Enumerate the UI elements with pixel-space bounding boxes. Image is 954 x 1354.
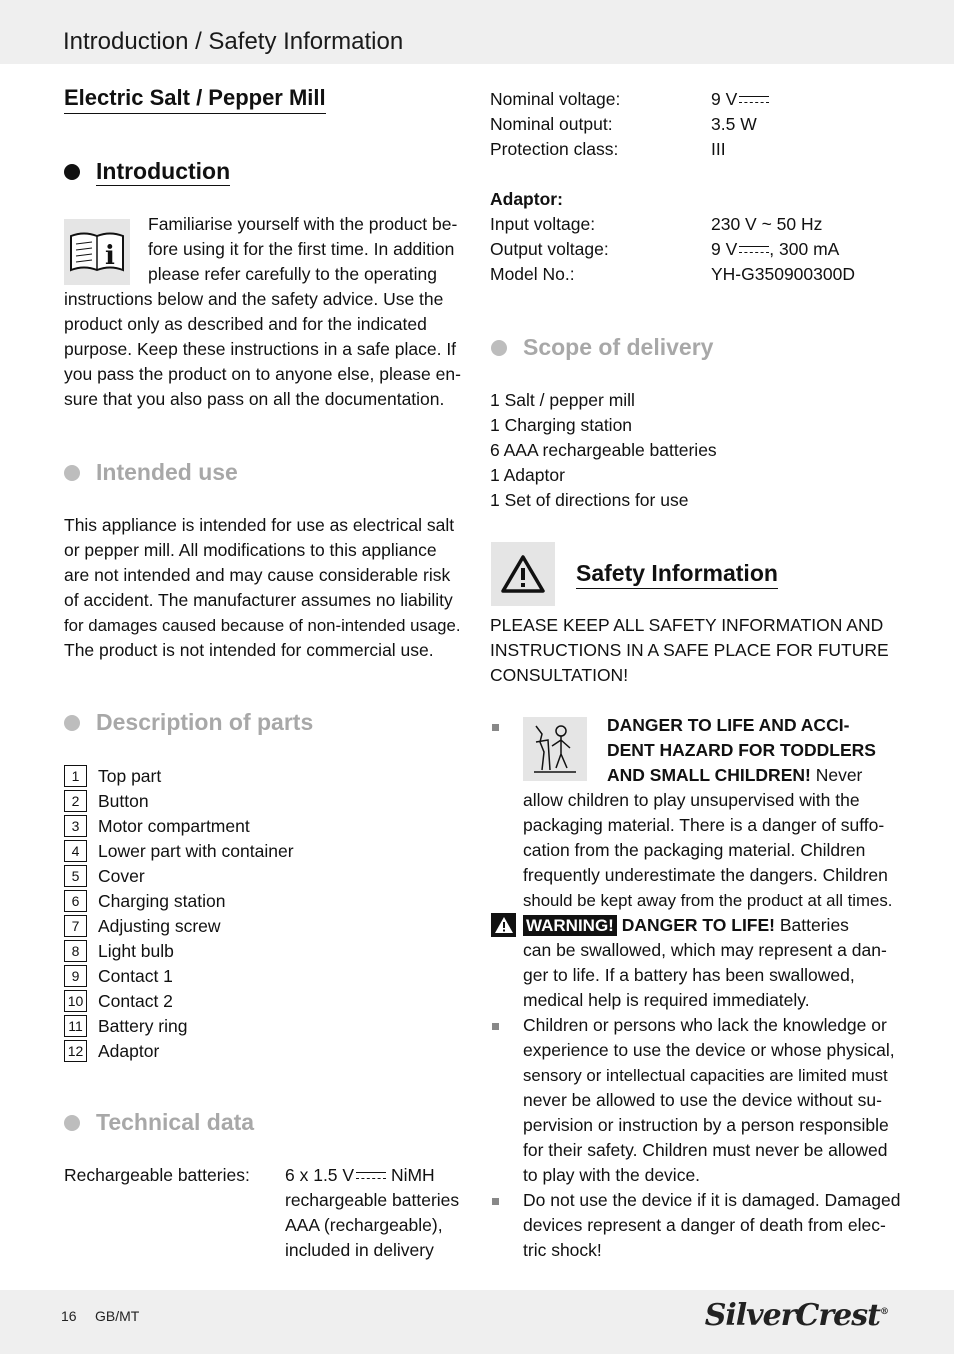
text-line: medical help is required immediately. bbox=[523, 990, 810, 1010]
tech-batteries-value bbox=[285, 1163, 475, 1263]
intro-heading bbox=[64, 158, 230, 186]
intro-text bbox=[64, 287, 474, 412]
model-value: YH-G350900300D bbox=[711, 264, 855, 284]
text-line: devices represent a danger of death from elec- bbox=[523, 1215, 886, 1235]
nominal-output-value: 3.5 W bbox=[711, 114, 757, 134]
nominal-voltage-value bbox=[711, 87, 769, 112]
part-number: 5 bbox=[64, 865, 87, 887]
bullet-children-text bbox=[523, 1013, 903, 1188]
bold-text: DANGER TO LIFE! bbox=[621, 915, 775, 935]
text-line: DENT HAZARD FOR TODDLERS bbox=[607, 740, 876, 760]
bold-text: AND SMALL CHILDREN! bbox=[607, 765, 811, 785]
text-line: frequently underestimate the dangers. Children bbox=[523, 865, 888, 885]
list-item bbox=[64, 815, 250, 837]
danger-text bbox=[523, 788, 903, 913]
part-number: 9 bbox=[64, 965, 87, 987]
text-line: This appliance is intended for use as electrical salt bbox=[64, 515, 455, 535]
text-line: please refer carefully to the operating bbox=[148, 264, 437, 284]
nominal-voltage-label: Nominal voltage: bbox=[490, 89, 621, 109]
text-line: ger to life. If a battery has been swallowed, bbox=[523, 965, 855, 985]
list-item: 1 Charging station bbox=[490, 415, 633, 435]
text-line: sensory or intellectual capacities are limited must bbox=[523, 1066, 888, 1085]
protection-value: III bbox=[711, 139, 726, 159]
model-label: Model No.: bbox=[490, 264, 575, 284]
list-item bbox=[64, 840, 294, 862]
text-line bbox=[523, 913, 903, 938]
part-number: 2 bbox=[64, 790, 87, 812]
keep-notice bbox=[490, 613, 900, 688]
value-text: , 300 mA bbox=[769, 239, 840, 259]
list-item bbox=[64, 990, 173, 1012]
list-item bbox=[64, 940, 174, 962]
intended-heading-text: Intended use bbox=[96, 459, 238, 485]
info-book-icon bbox=[64, 219, 130, 285]
list-item: 1 Adaptor bbox=[490, 465, 565, 485]
text-line: product only as described and for the indicated bbox=[64, 314, 427, 334]
text-line: for damages caused because of non-intended usage. bbox=[64, 616, 461, 635]
part-label: Top part bbox=[98, 765, 162, 786]
bullet-dot-icon bbox=[64, 715, 80, 731]
part-number: 6 bbox=[64, 890, 87, 912]
text-line: packaging material. There is a danger of suffo- bbox=[523, 815, 885, 835]
text-span: Never bbox=[810, 765, 863, 785]
text-line: INSTRUCTIONS IN A SAFE PLACE FOR FUTURE bbox=[490, 640, 889, 660]
text-line: of accident. The manufacturer assumes no liability bbox=[64, 590, 453, 610]
dc-symbol-icon bbox=[356, 1171, 386, 1181]
adaptor-heading: Adaptor: bbox=[490, 189, 563, 209]
page-header bbox=[0, 0, 954, 64]
text-line: PLEASE KEEP ALL SAFETY INFORMATION AND bbox=[490, 615, 884, 635]
part-label: Charging station bbox=[98, 890, 226, 911]
square-bullet-icon bbox=[492, 1198, 499, 1205]
bullet-dot-icon bbox=[64, 465, 80, 481]
list-item bbox=[64, 915, 221, 937]
child-hazard-icon bbox=[523, 717, 587, 781]
scope-list bbox=[490, 388, 890, 513]
scope-heading-text: Scope of delivery bbox=[523, 334, 714, 360]
part-label: Contact 1 bbox=[98, 965, 173, 986]
warning-text bbox=[523, 913, 903, 1013]
part-number: 12 bbox=[64, 1040, 87, 1062]
text-line: allow children to play unsupervised with the bbox=[523, 790, 860, 810]
text-line: or pepper mill. All modifications to this appliance bbox=[64, 540, 437, 560]
text-line: The product is not intended for commercial use. bbox=[64, 640, 434, 660]
value-text: 6 x 1.5 V bbox=[285, 1165, 355, 1185]
parts-heading bbox=[64, 709, 313, 736]
list-item bbox=[64, 1040, 159, 1062]
input-voltage-label: Input voltage: bbox=[490, 214, 596, 234]
part-number: 7 bbox=[64, 915, 87, 937]
text-line: AAA (rechargeable), bbox=[285, 1215, 443, 1235]
part-label: Battery ring bbox=[98, 1015, 188, 1036]
text-line: you pass the product on to anyone else, please en- bbox=[64, 364, 461, 384]
part-label: Light bulb bbox=[98, 940, 174, 961]
text-line: purpose. Keep these instructions in a safe place. If bbox=[64, 339, 457, 359]
safety-heading bbox=[576, 559, 778, 589]
part-number: 4 bbox=[64, 840, 87, 862]
text-line bbox=[607, 763, 897, 788]
text-line: cation from the packaging material. Children bbox=[523, 840, 866, 860]
intended-heading bbox=[64, 459, 238, 486]
part-label: Motor compartment bbox=[98, 815, 250, 836]
parts-heading-text: Description of parts bbox=[96, 709, 314, 735]
tech-heading bbox=[64, 1109, 254, 1136]
text-line: to play with the device. bbox=[523, 1165, 701, 1185]
dc-symbol-icon bbox=[739, 245, 769, 255]
part-label: Adjusting screw bbox=[98, 915, 221, 936]
text-line: rechargeable batteries bbox=[285, 1190, 460, 1210]
square-bullet-icon bbox=[492, 724, 499, 731]
tech-heading-text: Technical data bbox=[96, 1109, 255, 1135]
list-item bbox=[64, 790, 149, 812]
page-footer bbox=[0, 1290, 954, 1354]
part-number: 3 bbox=[64, 815, 87, 837]
language-code: GB/MT bbox=[95, 1308, 140, 1324]
list-item bbox=[64, 865, 145, 887]
bullet-damaged-text bbox=[523, 1188, 903, 1263]
part-label: Adaptor bbox=[98, 1040, 160, 1061]
bullet-dot-icon bbox=[64, 164, 80, 180]
text-line: Familiarise yourself with the product be- bbox=[148, 214, 458, 234]
list-item bbox=[64, 1015, 187, 1037]
output-voltage-label: Output voltage: bbox=[490, 239, 609, 259]
list-item: 1 Salt / pepper mill bbox=[490, 390, 635, 410]
warning-triangle-icon bbox=[491, 542, 555, 606]
list-item bbox=[64, 890, 225, 912]
part-number: 10 bbox=[64, 990, 87, 1012]
text-line: Children or persons who lack the knowledge or bbox=[523, 1015, 887, 1035]
text-line: for their safety. Children must never be allowed bbox=[523, 1140, 888, 1160]
text-line: included in delivery bbox=[285, 1240, 434, 1260]
intro-text-top bbox=[148, 212, 468, 287]
nominal-output-label: Nominal output: bbox=[490, 114, 613, 134]
text-line: instructions below and the safety advice. Use the bbox=[64, 289, 444, 309]
list-item bbox=[64, 765, 161, 787]
intro-heading-text: Introduction bbox=[96, 158, 231, 184]
product-title: Electric Salt / Pepper Mill bbox=[64, 84, 326, 114]
svg-text:i: i bbox=[105, 241, 115, 271]
text-line: should be kept away from the product at all times. bbox=[523, 891, 893, 910]
value-text: 9 V bbox=[711, 89, 738, 109]
bullet-dot-icon bbox=[64, 1115, 80, 1131]
text-span: Batteries bbox=[775, 915, 849, 935]
input-voltage-value: 230 V ~ 50 Hz bbox=[711, 214, 823, 234]
warning-triangle-small-icon bbox=[491, 913, 516, 937]
brand-text: SilverCrest bbox=[704, 1298, 880, 1333]
page-title: Introduction / Safety Information bbox=[63, 28, 404, 55]
part-label: Lower part with container bbox=[98, 840, 294, 861]
square-bullet-icon bbox=[492, 1023, 499, 1030]
danger-heading bbox=[607, 713, 897, 788]
list-item: 6 AAA rechargeable batteries bbox=[490, 440, 717, 460]
output-voltage-value bbox=[711, 237, 839, 262]
part-number: 8 bbox=[64, 940, 87, 962]
bullet-dot-icon bbox=[491, 340, 507, 356]
part-number: 1 bbox=[64, 765, 87, 787]
part-label: Contact 2 bbox=[98, 990, 173, 1011]
protection-label: Protection class: bbox=[490, 139, 619, 159]
text-line: Do not use the device if it is damaged. Damaged bbox=[523, 1190, 901, 1210]
registered-mark: ® bbox=[880, 1307, 888, 1317]
text-line: are not intended and may cause considerable risk bbox=[64, 565, 451, 585]
text-line: experience to use the device or whose physical, bbox=[523, 1040, 895, 1060]
scope-heading bbox=[491, 334, 713, 361]
text-line: pervision or instruction by a person responsible bbox=[523, 1115, 889, 1135]
warning-label: WARNING! bbox=[523, 915, 617, 936]
value-text: NiMH bbox=[390, 1165, 435, 1185]
list-item: 1 Set of directions for use bbox=[490, 490, 689, 510]
part-label: Button bbox=[98, 790, 149, 811]
page-number: 16 bbox=[61, 1308, 77, 1324]
text-line: tric shock! bbox=[523, 1240, 602, 1260]
dc-symbol-icon bbox=[739, 95, 769, 105]
text-line: never be allowed to use the device without su- bbox=[523, 1090, 882, 1110]
value-text: 9 V bbox=[711, 239, 738, 259]
text-line bbox=[285, 1163, 475, 1188]
part-label: Cover bbox=[98, 865, 145, 886]
brand-logo bbox=[705, 1298, 888, 1333]
safety-heading-text: Safety Information bbox=[576, 559, 778, 589]
list-item bbox=[64, 965, 173, 987]
text-line: sure that you also pass on all the documentation. bbox=[64, 389, 445, 409]
text-line: fore using it for the first time. In addition bbox=[148, 239, 455, 259]
product-title-wrap bbox=[64, 84, 462, 114]
text-line: CONSULTATION! bbox=[490, 665, 629, 685]
tech-batteries-label: Rechargeable batteries: bbox=[64, 1165, 250, 1185]
part-number: 11 bbox=[64, 1015, 87, 1037]
text-line: can be swallowed, which may represent a dan- bbox=[523, 940, 887, 960]
intended-text bbox=[64, 513, 474, 663]
text-line: DANGER TO LIFE AND ACCI- bbox=[607, 715, 850, 735]
